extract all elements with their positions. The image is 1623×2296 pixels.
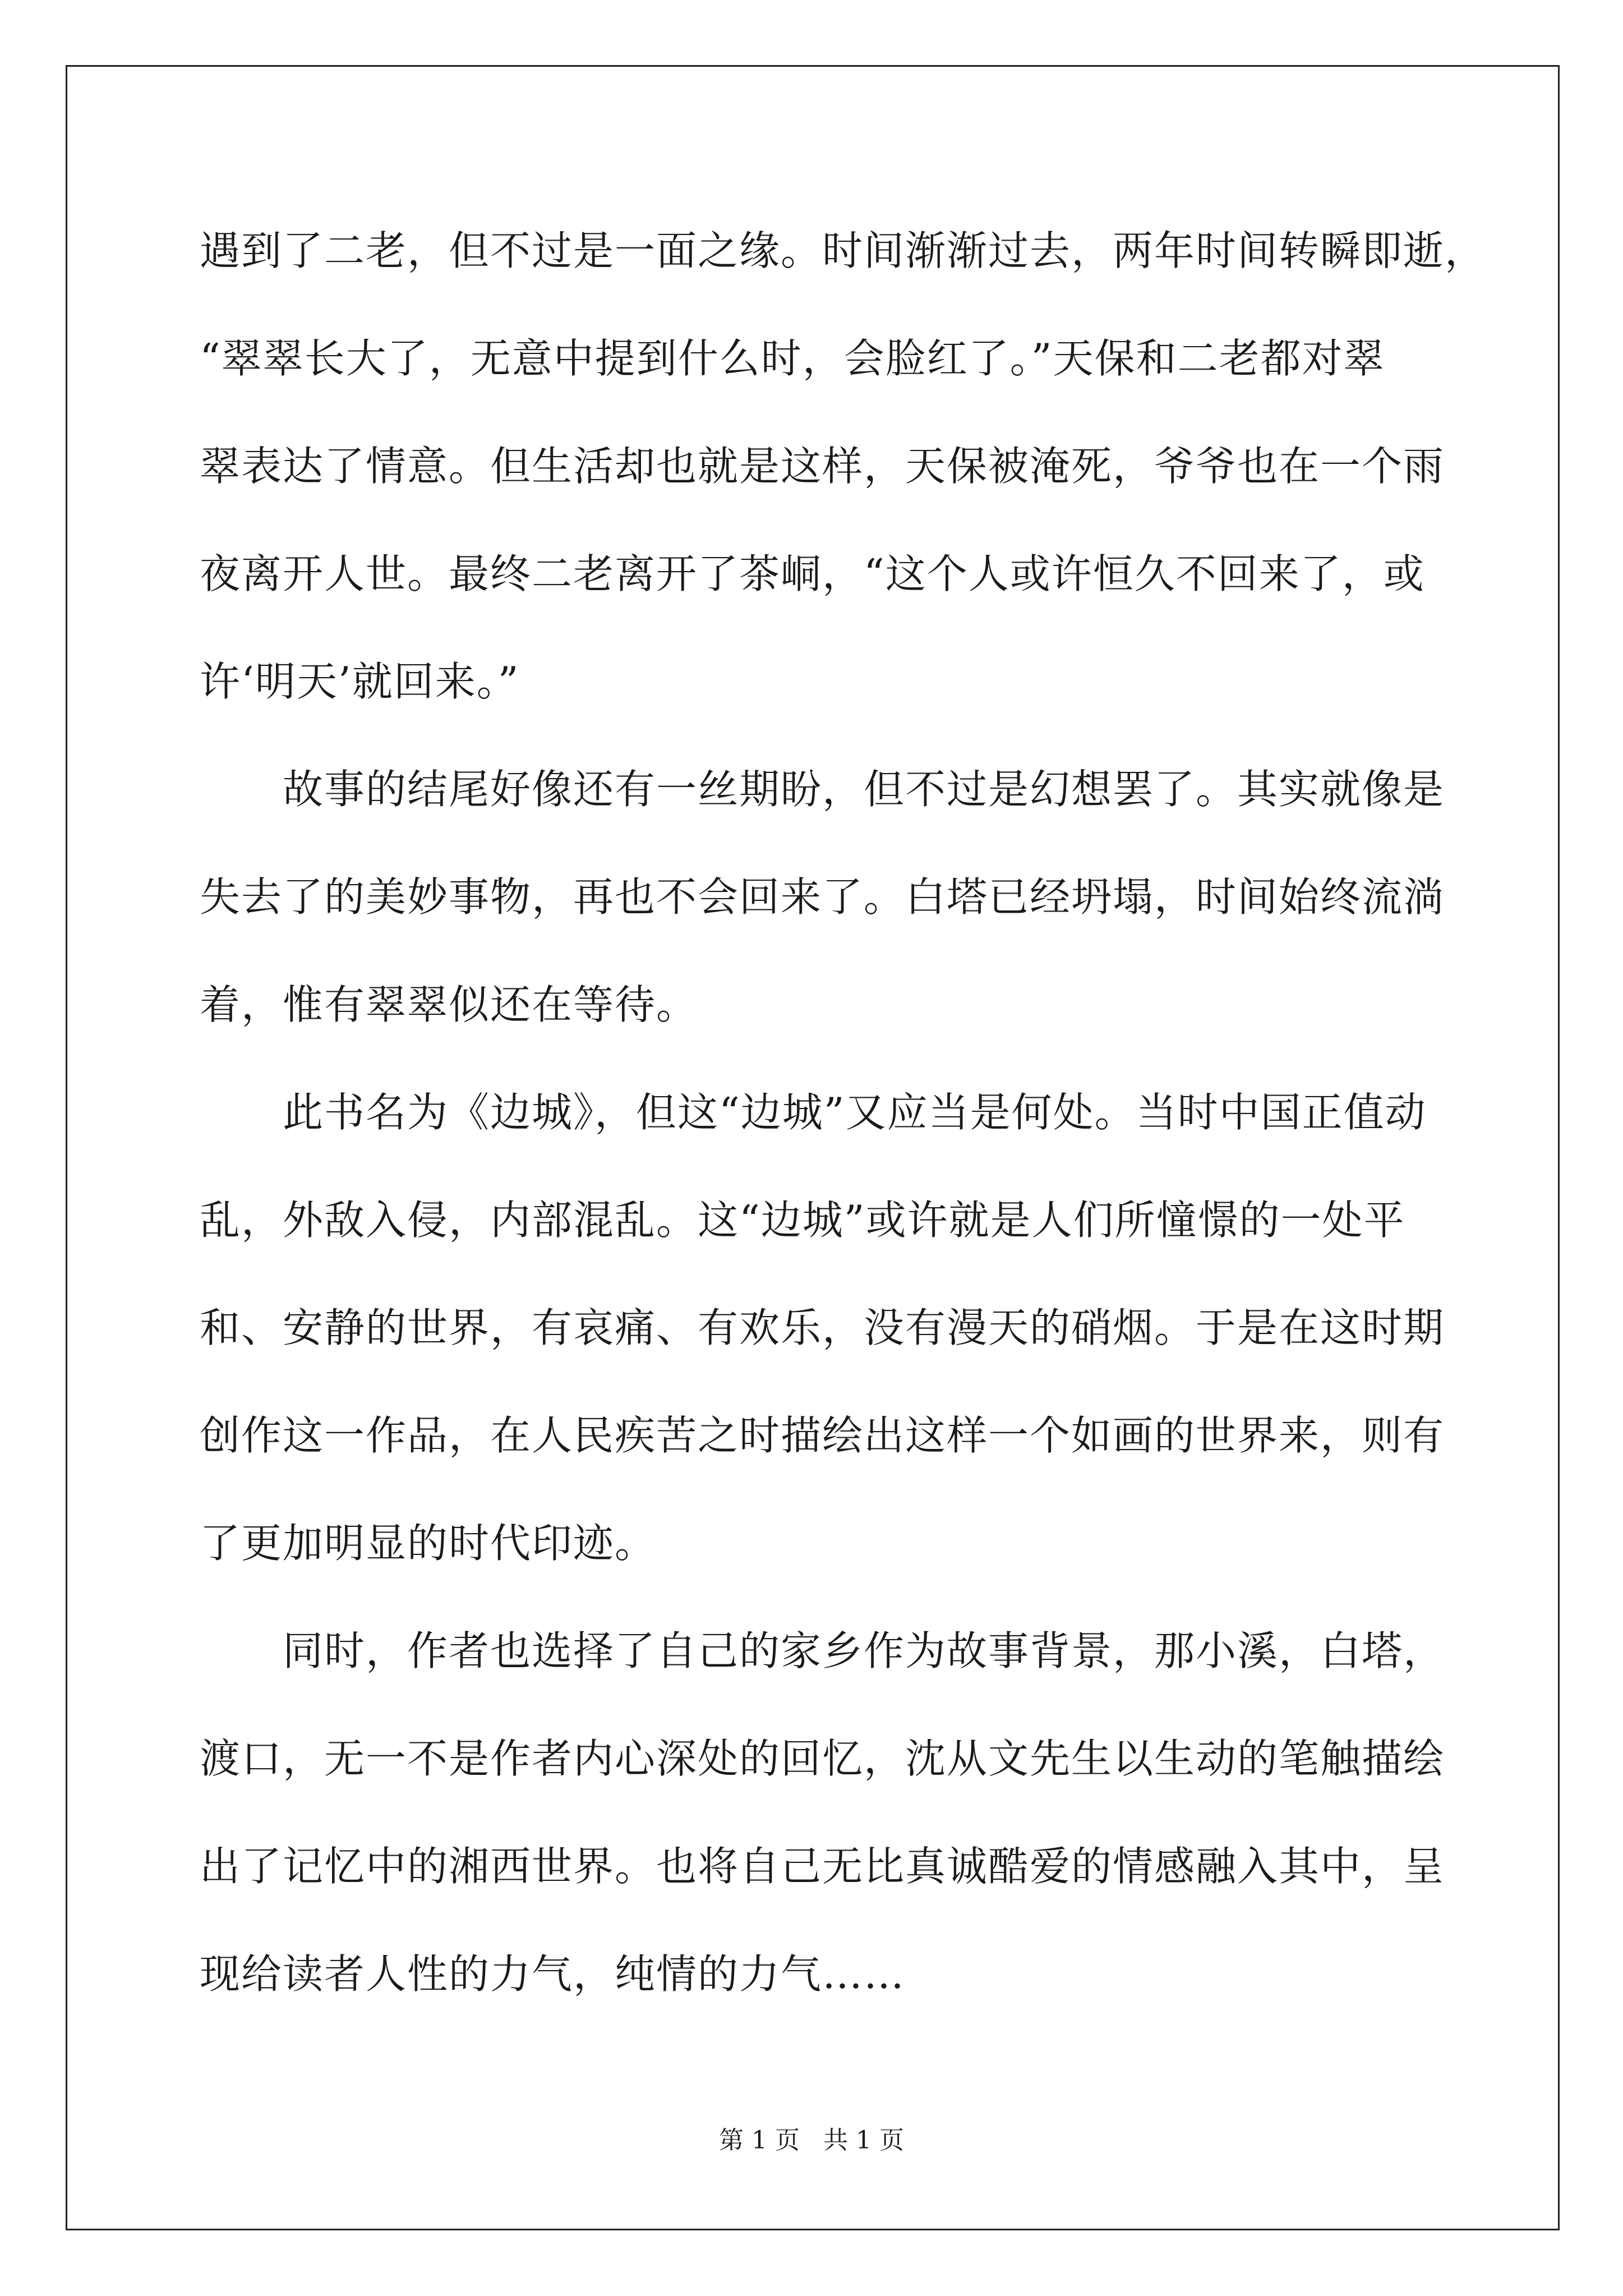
paragraph-first-line: 故事的结尾好像还有一丝期盼，但不过是幻想罢了。其实就像是 [283,766,1445,813]
text-line: 夜离开人世。最终二老离开了茶峒，“这个人或许恒久不回来了，或 [200,550,1425,597]
text-line: 乱，外敌入侵，内部混乱。这“边城”或许就是人们所憧憬的一处平 [200,1197,1405,1244]
text-line: 翠表达了情意。但生活却也就是这样，天保被淹死，爷爷也在一个雨 [200,443,1445,490]
text-line: 着，惟有翠翠似还在等待。 [200,981,698,1028]
text-line: 现给读者人性的力气，纯情的力气…… [200,1950,906,1998]
page-number-footer: 第 1 页 共 1 页 [719,2126,904,2155]
document-body [200,209,1487,2040]
text-line: 许‘明天’就回来。” [200,658,520,705]
text-line: 创作这一作品，在人民疾苦之时描绘出这样一个如画的世界来，则有 [200,1412,1445,1459]
paragraph-first-line: 此书名为《边城》，但这“边城”又应当是何处。当时中国正值动 [283,1089,1427,1136]
text-line: “翠翠长大了，无意中提到什么时，会脸红了。”天保和二老都对翠 [200,335,1385,382]
paragraph-first-line: 同时，作者也选择了自己的家乡作为故事背景，那小溪，白塔， [283,1627,1445,1674]
text-line: 出了记忆中的湘西世界。也将自己无比真诚酷爱的情感融入其中，呈 [200,1843,1445,1890]
text-line: 遇到了二老，但不过是一面之缘。时间渐渐过去，两年时间转瞬即逝， [200,227,1487,274]
text-line: 了更加明显的时代印迹。 [200,1520,657,1567]
text-line: 渡口，无一不是作者内心深处的回忆，沈从文先生以生动的笔触描绘 [200,1735,1445,1782]
text-line: 失去了的美妙事物，再也不会回来了。白塔已经坍塌，时间始终流淌 [200,873,1445,921]
text-line: 和、安静的世界，有哀痛、有欢乐，没有漫天的硝烟。于是在这时期 [200,1304,1445,1351]
